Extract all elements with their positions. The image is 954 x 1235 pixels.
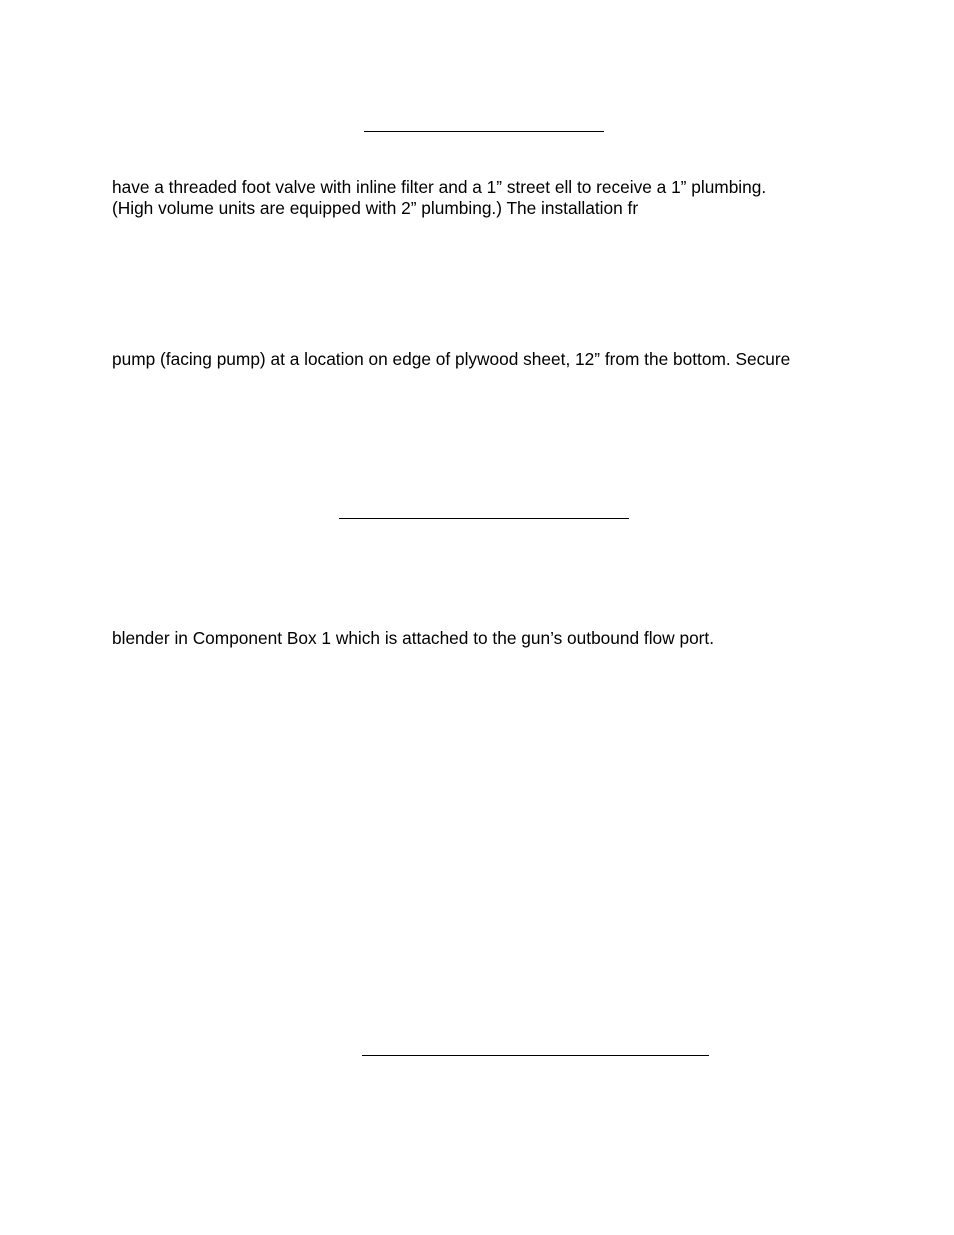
paragraph-3-line-1: blender in Component Box 1 which is attached to the gun’s outbound flow port.	[112, 628, 715, 648]
paragraph-1-line-2: (High volume units are equipped with 2” plumbing.) The installation fr	[112, 198, 639, 218]
paragraph-2-line-1: pump (facing pump) at a location on edge of plywood sheet, 12” from the bottom. Secure	[112, 349, 791, 369]
heading-underline-2	[339, 518, 629, 519]
heading-underline-1	[364, 131, 604, 132]
heading-underline-3	[362, 1055, 709, 1056]
paragraph-1-line-1: have a threaded foot valve with inline filter and a 1” street ell to receive a 1” plumbing.	[112, 177, 767, 197]
